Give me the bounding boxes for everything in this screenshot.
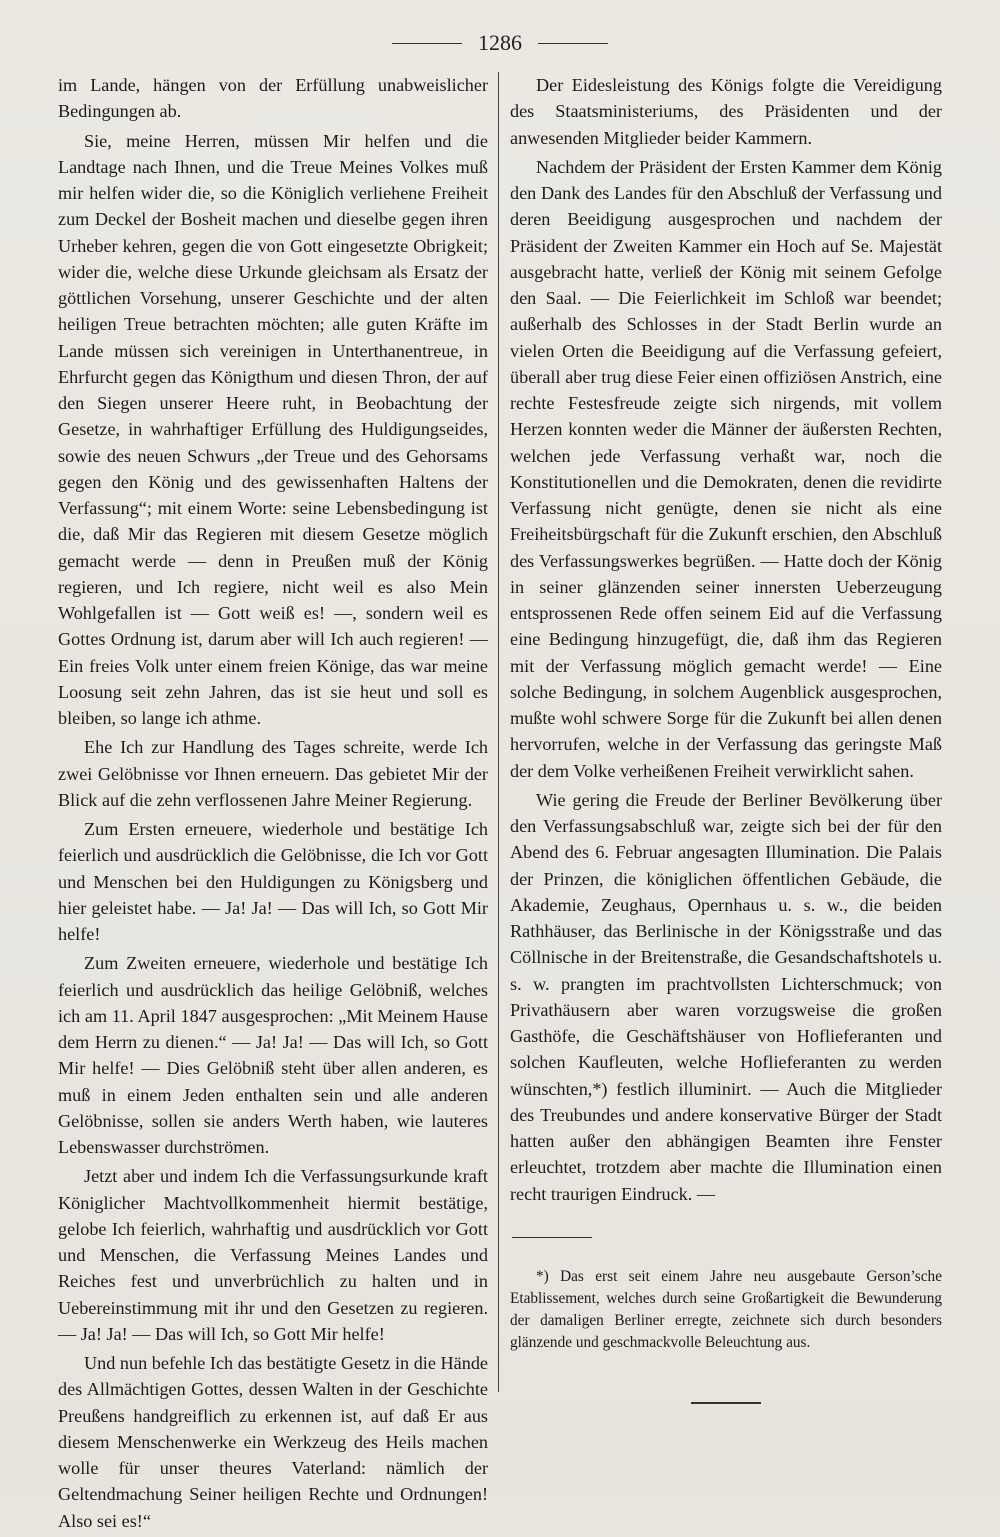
header-rule-left: [392, 43, 462, 44]
paragraph: Jetzt aber und indem Ich die Verfassungsurkunde kraft Königlicher Machtvollkommenheit hiermit bestätige, gelobe Ich feierlich, wahrhaftig und ausdrücklich vor Gott und Menschen, die Verfassung Meines Landes und Reiches fest und unverbrüchlich zu halten und in Uebereinstimmung mit ihr und den Gesetzen zu regieren. — Ja! Ja! — Das will Ich, so Gott Mir helfe!: [58, 1166, 488, 1344]
column-divider: [498, 72, 499, 1392]
paragraph: Wie gering die Freude der Berliner Bevölkerung über den Verfassungsabschluß war, zeigte sich bei der für den Abend des 6. Februar angesagten Illumination. Die Palais der Prinzen, die königlichen öffentlichen Gebäude, die Akademie, Zeughaus, Opernhaus u. s. w., die beiden Rathhäuser, das Berlinische in der Königsstraße und das Cöllnische in der Breitenstraße, die Gesandschaftshotels u. s. w. prangten im prachtvollsten Lichterschmuck; von Privathäusern aber waren vorzugsweise die großen Gasthöfe, die Geschäftshäuser von Hoflieferanten und solchen Kaufleuten, welche Hoflieferanten zu werden wünschten,*) festlich illuminirt. — Auch die Mitglieder des Treubundes und andere konservative Bürger der Stadt hatten außer den abhängigen Beamten ihre Fenster erleuchtet, trotzdem aber machte die Illumination einen recht traurigen Eindruck. —: [510, 789, 942, 1204]
page-header: [0, 28, 1000, 58]
paragraph: Und nun befehle Ich das bestätigte Gesetz in die Hände des Allmächtigen Gottes, dessen Walten in der Geschichte Preußens handgreiflich zu erkennen ist, auf daß Er aus diesem Menschenwerke ein Werkzeug des Heils machen wolle für unser theures Vaterland: nämlich der Geltendmachung Seiner heiligen Rechte und Ordnungen! Also sei es!“: [58, 1353, 488, 1531]
header-rule-right: [538, 43, 608, 44]
paragraph: Zum Ersten erneuere, wiederhole und bestätige Ich feierlich und ausdrücklich die Gelöbnisse, die Ich vor Gott und Menschen bei den Huldigungen zu Königsberg und hier geleistet habe. — Ja! Ja! — Das will Ich, so Gott Mir helfe!: [58, 819, 488, 944]
end-rule: [691, 1402, 761, 1404]
paragraph: Der Eidesleistung des Königs folgte die Vereidigung des Staatsministeriums, des Präsidenten und der anwesenden Mitglieder beider Kammern.: [510, 75, 942, 148]
footnote: *) Das erst seit einem Jahre neu ausgebaute Gerson’sche Etablissement, welches durch seine Großartigkeit die Bewunderung der damaligen Berliner erregte, zeichnete sich durch besonders glänzende und geschmackvolle Beleuchtung aus.: [510, 1267, 942, 1351]
paragraph: Ehe Ich zur Handlung des Tages schreite, werde Ich zwei Gelöbnisse vor Ihnen erneuern. Das gebietet Mir der Blick auf die zehn verflossenen Jahre Meiner Regierung.: [58, 737, 488, 810]
footnote-separator: [512, 1237, 592, 1238]
paragraph: Sie, meine Herren, müssen Mir helfen und die Landtage nach Ihnen, und die Treue Meines Volkes muß mir helfen wider die, so die Königlich verliehene Freiheit zum Deckel der Bosheit machen und dieselbe gegen ihren Urheber kehren, gegen die von Gott eingesetzte Obrigkeit; wider die, welche diese Urkunde gleichsam als Ersatz der göttlichen Vorsehung, unserer Geschichte und der alten heiligen Treue betrachten möchten; alle guten Kräfte im Lande müssen sich vereinigen in Unterthanentreue, in Ehrfurcht gegen das Königthum und diesen Thron, der auf den Siegen unserer Heere ruht, in Beobachtung der Gesetze, in wahrhaftiger Erfüllung des Huldigungseides, sowie des neuen Schwurs „der Treue und des Gehorsams gegen den König und des gewissenhaften Haltens der Verfassung“; mit einem Worte: seine Lebensbedingung ist die, daß Mir das Regieren mit diesem Gesetze möglich gemacht werde — denn in Preußen muß der König regieren, und Ich regiere, nicht weil es also Mein Wohlgefallen ist — Gott weiß es! —, sondern weil es Gottes Ordnung ist, darum aber will Ich auch regieren! — Ein freies Volk unter einem freien Könige, das war meine Loosung seit zehn Jahren, das ist sie heut und soll es bleiben, so lange ich athme.: [58, 130, 488, 728]
right-column: [510, 72, 942, 1404]
page-number: 1286: [478, 30, 522, 55]
paragraph: Nachdem der Präsident der Ersten Kammer dem König den Dank des Landes für den Abschluß der Verfassung und deren Beeidigung ausgesprochen und nachdem der Präsident der Zweiten Kammer ein Hoch auf Se. Majestät ausgebracht hatte, verließ der König mit seinem Gefolge den Saal. — Die Feierlichkeit im Schloß war beendet; außerhalb des Schlosses in der Stadt Berlin wurde an vielen Orten die Beeidigung auf die Verfassung gefeiert, überall aber trug diese Feier einen offiziösen Anstrich, eine rechte Festesfreude zeigte sich nirgends, mit vollem Herzen konnten weder die Männer der äußersten Rechten, welchen jede Verfassung verhaßt war, noch die Konstitutionellen und die Demokraten, denen die revidirte Verfassung nicht genügte, denen sie nicht als eine Freiheitsbürgschaft für die Zukunft erschien, den Abschluß des Verfassungswerkes begrüßen. — Hatte doch der König in seiner glänzenden seiner innersten Ueberzeugung entsprossenen Rede offen seinem Eid auf die Verfassung eine Bedingung hinzugefügt, die, daß ihm das Regieren mit der Verfassung möglich gemacht werde! — Eine solche Bedingung, in solchem Augenblick ausgesprochen, mußte wohl schwere Sorge für die Zukunft bei allen denen hervorrufen, welche in der Verfassung das geringste Maß der dem Volke verheißenen Freiheit verwirklicht sahen.: [510, 156, 942, 781]
paragraph: Zum Zweiten erneuere, wiederhole und bestätige Ich feierlich und ausdrücklich das heilige Gelöbniß, welches ich am 11. April 1847 ausgesprochen: „Mit Meinem Hause dem Herrn zu dienen.“ — Ja! Ja! — Das will Ich, so Gott Mir helfe! — Dies Gelöbniß steht über allen anderen, es muß in einem Jeden enthalten sein und alle anderen Gelöbnisse, sollen sie anders Werth haben, wie lauteres Lebenswasser durchströmen.: [58, 953, 488, 1157]
left-column: [58, 72, 488, 1537]
paragraph: im Lande, hängen von der Erfüllung unabweislicher Bedingungen ab.: [58, 75, 488, 122]
